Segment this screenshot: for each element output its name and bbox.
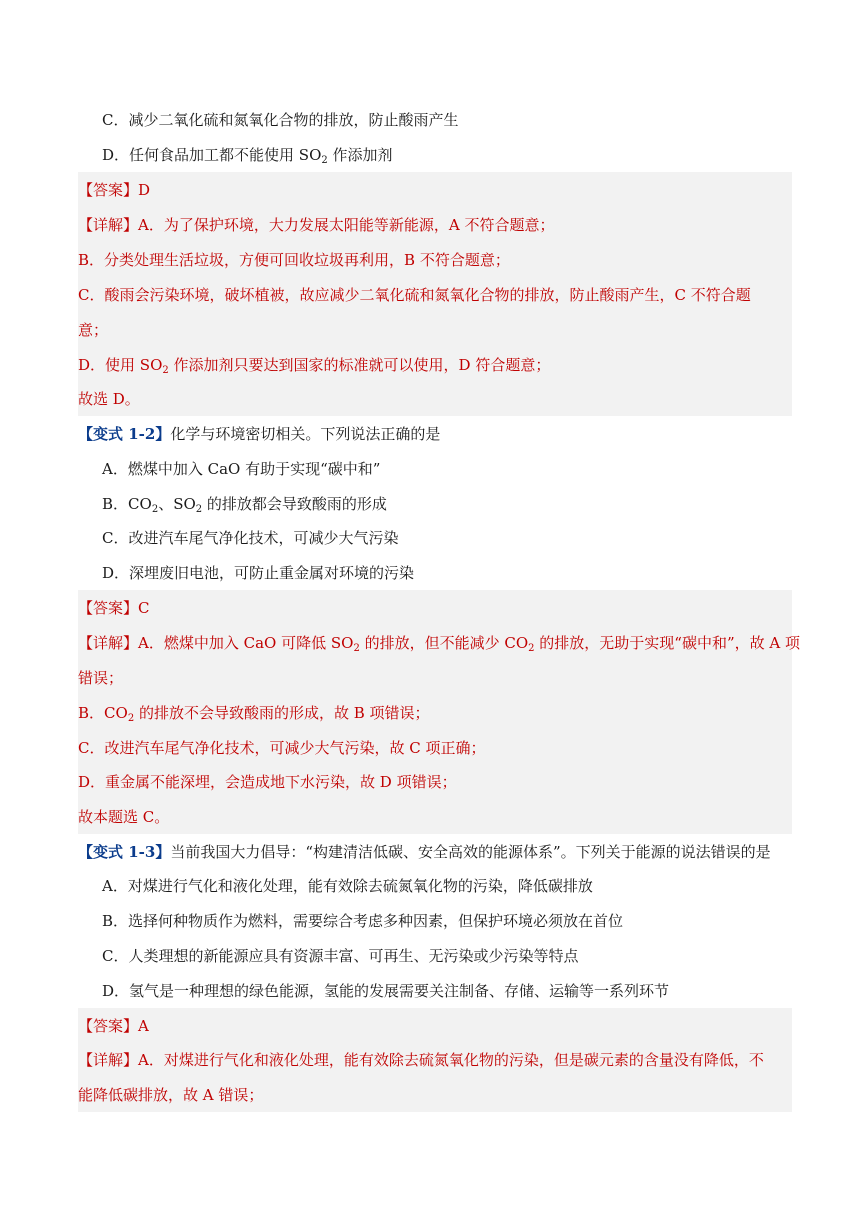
answer-value: C [138,599,150,617]
q3-option-c: C．人类理想的新能源应具有资源丰富、可再生、无污染或少污染等特点 [102,947,579,965]
q1-detail-d: D．使用 $SO_2$ 作添加剂只要达到国家的标准就可以使用，D 符合题意； [78,356,551,376]
question-tag: 【变式 1-3】 [78,843,171,861]
q1-detail-c-cont: 意； [78,321,109,339]
answer-value: D [138,181,151,199]
q1-detail-c: C．酸雨会污染环境，破坏植被，故应减少二氧化硫和氮氧化合物的排放，防止酸雨产生，C 不符合题 [78,286,751,304]
detail-tag: 【详解】 [78,216,139,234]
q3-detail-a-cont: 能降低碳排放，故 A 错误； [78,1086,264,1104]
q2-detail-a: 【详解】A．燃煤中加入 CaO 可降低 $SO_2$ 的排放，但不能减少 $CO_2$ 的排放，无助于实现“碳中和”，故 A 项 [78,634,800,654]
q2-option-b: B．$CO_2$、$SO_2$ 的排放都会导致酸雨的形成 [102,495,387,515]
q3-answer [78,1009,792,1044]
q2-option-a: A．燃煤中加入 CaO 有助于实现“碳中和” [102,460,381,478]
answer-value: A [138,1017,149,1035]
q2-answer [78,591,792,626]
q1-detail-b: B．分类处理生活垃圾，方便可回收垃圾再利用，B 不符合题意； [78,251,510,269]
q1-option-d: D．任何食品加工都不能使用 $SO_2$ 作添加剂 [102,146,393,166]
question-tag: 【变式 1-2】 [78,425,171,443]
q1-conclusion: 故选 D。 [78,390,140,408]
q2-detail-a-cont: 错误； [78,669,124,687]
q2-detail-c: C．改进汽车尾气净化技术，可减少大气污染，故 C 项正确； [78,739,486,757]
q2-detail-d: D．重金属不能深埋，会造成地下水污染，故 D 项错误； [78,773,457,791]
detail-tag: 【详解】 [78,634,139,652]
q2-option-d: D．深埋废旧电池，可防止重金属对环境的污染 [102,564,415,582]
answer-tag: 【答案】 [78,599,139,617]
q3-option-b: B．选择何种物质作为燃料，需要综合考虑多种因素，但保护环境必须放在首位 [102,912,624,930]
q1-answer [78,173,792,208]
answer-tag: 【答案】 [78,181,139,199]
q2-detail-b: B．$CO_2$ 的排放不会导致酸雨的形成，故 B 项错误； [78,704,430,724]
q1-option-c: C．减少二氧化硫和氮氧化合物的排放，防止酸雨产生 [102,111,459,129]
q3-option-a: A．对煤进行气化和液化处理，能有效除去硫氮氧化物的污染，降低碳排放 [102,877,593,895]
q2-option-c: C．改进汽车尾气净化技术，可减少大气污染 [102,529,399,547]
q3-detail-a: 【详解】A．对煤进行气化和液化处理，能有效除去硫氮氧化物的污染，但是碳元素的含量没有降低，不 [78,1051,764,1069]
q2-conclusion: 故本题选 C。 [78,808,170,826]
q1-detail-a: 【详解】A．为了保护环境，大力发展太阳能等新能源，A 不符合题意； [78,216,555,234]
q3-option-d: D．氢气是一种理想的绿色能源，氢能的发展需要关注制备、存储、运输等一系列环节 [102,982,670,1000]
answer-tag: 【答案】 [78,1017,139,1035]
detail-tag: 【详解】 [78,1051,139,1069]
q3-stem: 【变式 1-3】当前我国大力倡导：“构建清洁低碳、安全高效的能源体系”。下列关于能源的说法错误的是 [78,843,771,861]
q2-stem: 【变式 1-2】化学与环境密切相关。下列说法正确的是 [78,425,441,443]
